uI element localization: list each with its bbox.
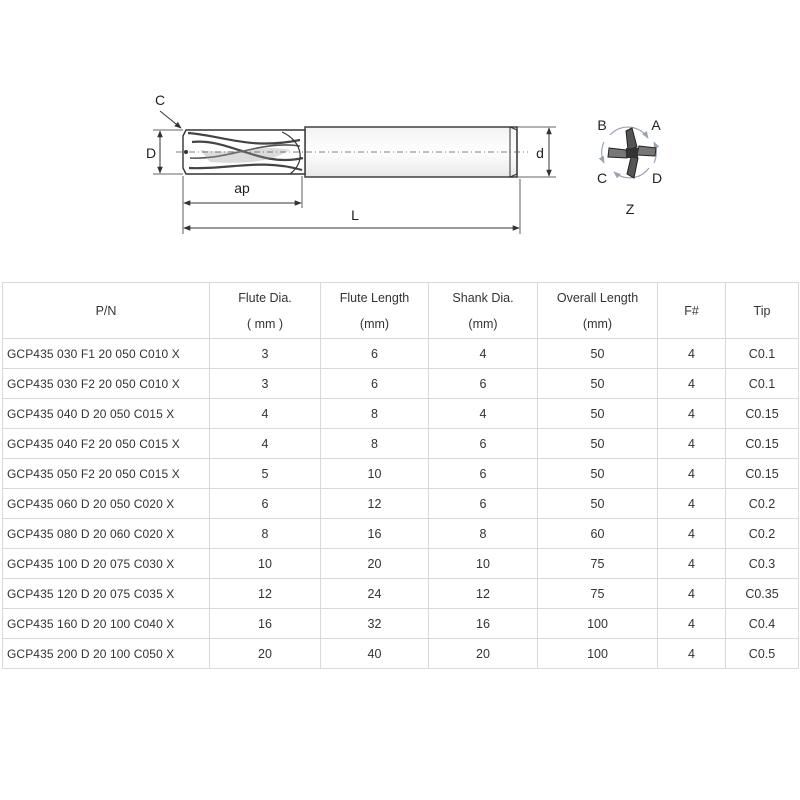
- cell-flute-dia: 10: [210, 549, 321, 579]
- cell-flutes: 4: [658, 579, 726, 609]
- cell-flute-dia: 4: [210, 399, 321, 429]
- cell-flute-dia: 6: [210, 489, 321, 519]
- cell-tip: C0.2: [726, 519, 799, 549]
- cell-flute-dia: 3: [210, 339, 321, 369]
- cell-pn: GCP435 160 D 20 100 C040 X: [3, 609, 210, 639]
- table-header-row: [3, 283, 799, 339]
- cell-overall-length: 100: [538, 639, 658, 669]
- table-body: [3, 339, 799, 669]
- end-flute-right: [637, 146, 656, 156]
- cell-shank-dia: 12: [429, 579, 538, 609]
- label-b: B: [597, 117, 607, 133]
- cell-pn: GCP435 030 F2 20 050 C010 X: [3, 369, 210, 399]
- cell-overall-length: 75: [538, 549, 658, 579]
- cell-overall-length: 50: [538, 369, 658, 399]
- cell-flute-length: 32: [321, 609, 429, 639]
- cell-pn: GCP435 120 D 20 075 C035 X: [3, 579, 210, 609]
- cell-overall-length: 75: [538, 579, 658, 609]
- cell-pn: GCP435 040 D 20 050 C015 X: [3, 399, 210, 429]
- cell-tip: C0.2: [726, 489, 799, 519]
- cell-flute-length: 12: [321, 489, 429, 519]
- label-d-lower: d: [536, 145, 544, 161]
- end-view: [597, 117, 662, 217]
- label-c: C: [154, 92, 166, 108]
- end-flute-top: [626, 128, 637, 150]
- table-row: [3, 399, 799, 429]
- end-flute-bottom: [627, 157, 638, 178]
- end-mill-drawing: [0, 0, 800, 260]
- cell-shank-dia: 4: [429, 399, 538, 429]
- cell-shank-dia: 10: [429, 549, 538, 579]
- cell-flutes: 4: [658, 369, 726, 399]
- table-row: [3, 549, 799, 579]
- header-flute-length: Flute Length (mm): [321, 283, 429, 339]
- cell-overall-length: 50: [538, 339, 658, 369]
- cell-overall-length: 50: [538, 459, 658, 489]
- cell-tip: C0.3: [726, 549, 799, 579]
- cell-tip: C0.35: [726, 579, 799, 609]
- label-a: A: [651, 117, 661, 133]
- table-row: [3, 489, 799, 519]
- label-l: L: [351, 207, 359, 223]
- cell-overall-length: 60: [538, 519, 658, 549]
- cell-shank-dia: 16: [429, 609, 538, 639]
- cell-pn: GCP435 200 D 20 100 C050 X: [3, 639, 210, 669]
- cell-shank-dia: 4: [429, 339, 538, 369]
- cell-pn: GCP435 060 D 20 050 C020 X: [3, 489, 210, 519]
- cell-flute-length: 40: [321, 639, 429, 669]
- cell-flute-dia: 3: [210, 369, 321, 399]
- cell-flutes: 4: [658, 519, 726, 549]
- cell-flutes: 4: [658, 489, 726, 519]
- cell-flutes: 4: [658, 459, 726, 489]
- cell-flutes: 4: [658, 639, 726, 669]
- cell-shank-dia: 6: [429, 489, 538, 519]
- table-row: [3, 429, 799, 459]
- table-row: [3, 639, 799, 669]
- table-row: [3, 339, 799, 369]
- table-row: [3, 519, 799, 549]
- cell-shank-dia: 8: [429, 519, 538, 549]
- table-row: [3, 579, 799, 609]
- cell-flutes: 4: [658, 339, 726, 369]
- cell-flute-length: 8: [321, 429, 429, 459]
- cell-overall-length: 50: [538, 429, 658, 459]
- cell-tip: C0.15: [726, 459, 799, 489]
- spec-table: [2, 282, 799, 669]
- cell-tip: C0.15: [726, 399, 799, 429]
- cell-flute-dia: 20: [210, 639, 321, 669]
- header-flute-dia: Flute Dia. ( mm ): [210, 283, 321, 339]
- cell-flute-length: 8: [321, 399, 429, 429]
- cell-flute-dia: 8: [210, 519, 321, 549]
- cell-flutes: 4: [658, 399, 726, 429]
- header-shank-dia: Shank Dia. (mm): [429, 283, 538, 339]
- cell-flute-length: 10: [321, 459, 429, 489]
- label-z: Z: [625, 201, 635, 217]
- cell-flutes: 4: [658, 429, 726, 459]
- end-flute-left: [608, 148, 627, 158]
- cell-tip: C0.5: [726, 639, 799, 669]
- label-ap: ap: [234, 180, 250, 196]
- cell-shank-dia: 6: [429, 459, 538, 489]
- cell-overall-length: 50: [538, 489, 658, 519]
- cell-shank-dia: 6: [429, 429, 538, 459]
- cell-flutes: 4: [658, 609, 726, 639]
- cell-flute-dia: 12: [210, 579, 321, 609]
- table-row: [3, 459, 799, 489]
- cell-tip: C0.1: [726, 339, 799, 369]
- cell-flute-length: 24: [321, 579, 429, 609]
- cell-shank-dia: 6: [429, 369, 538, 399]
- header-pn: P/N: [3, 283, 210, 339]
- cell-overall-length: 50: [538, 399, 658, 429]
- label-d-upper: D: [145, 145, 157, 161]
- center-dot: [184, 150, 188, 154]
- cell-flute-dia: 4: [210, 429, 321, 459]
- cell-flute-dia: 5: [210, 459, 321, 489]
- cell-flutes: 4: [658, 549, 726, 579]
- cell-pn: GCP435 100 D 20 075 C030 X: [3, 549, 210, 579]
- header-tip: Tip: [726, 283, 799, 339]
- cell-flute-length: 6: [321, 339, 429, 369]
- label-c-end: C: [596, 170, 608, 186]
- cell-pn: GCP435 080 D 20 060 C020 X: [3, 519, 210, 549]
- cell-tip: C0.1: [726, 369, 799, 399]
- cell-flute-length: 6: [321, 369, 429, 399]
- cell-tip: C0.4: [726, 609, 799, 639]
- header-overall-length: Overall Length (mm): [538, 283, 658, 339]
- cell-pn: GCP435 040 F2 20 050 C015 X: [3, 429, 210, 459]
- cell-pn: GCP435 050 F2 20 050 C015 X: [3, 459, 210, 489]
- table-row: [3, 369, 799, 399]
- cell-flute-length: 16: [321, 519, 429, 549]
- header-flutes: F#: [658, 283, 726, 339]
- table-row: [3, 609, 799, 639]
- cell-flute-length: 20: [321, 549, 429, 579]
- tool-body: [176, 127, 528, 177]
- label-d-end: D: [651, 170, 663, 186]
- cell-flute-dia: 16: [210, 609, 321, 639]
- cell-pn: GCP435 030 F1 20 050 C010 X: [3, 339, 210, 369]
- cell-tip: C0.15: [726, 429, 799, 459]
- cell-shank-dia: 20: [429, 639, 538, 669]
- cell-overall-length: 100: [538, 609, 658, 639]
